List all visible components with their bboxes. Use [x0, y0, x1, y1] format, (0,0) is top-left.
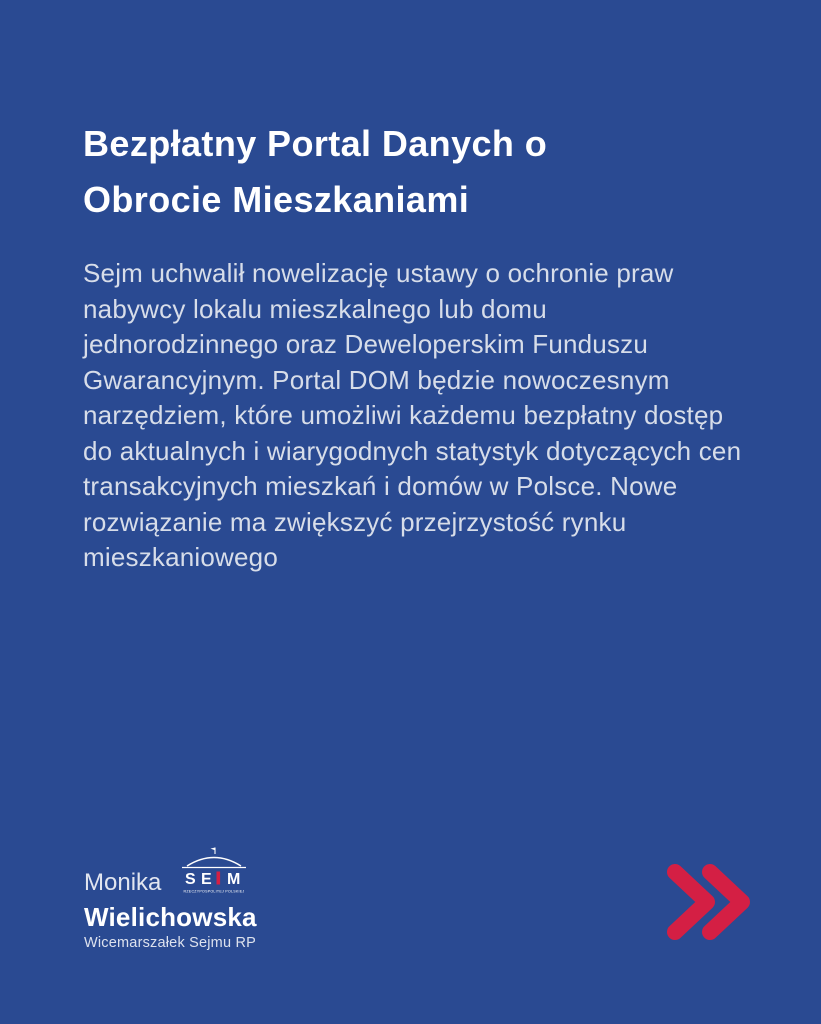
svg-text:S: S: [185, 870, 197, 888]
sejm-logo-icon: [177, 846, 251, 898]
page-title: Bezpłatny Portal Danych o Obrocie Mieszkaniami: [83, 123, 548, 220]
signature-role: Wicemarszałek Sejmu RP: [84, 934, 256, 951]
signature-block: [84, 846, 257, 951]
svg-text:RZECZYPOSPOLITEJ POLSKIEJ: RZECZYPOSPOLITEJ POLSKIEJ: [183, 889, 245, 893]
svg-text:M: M: [227, 870, 241, 888]
signature-first-name: Monika: [84, 868, 162, 896]
body-paragraph: Sejm uchwalił nowelizację ustawy o ochronie praw nabywcy lokalu mieszkalnego lub domu jednorodzinnego oraz Deweloperskim Funduszu Gwarancyjnym. Portal DOM będzie nowoczesnym narzędziem, które umożliwi każdemu bezpłatny dostęp do aktualnych i wiarygodnych statystyk dotyczących cen transakcyjnych mieszkań i domów w Polsce. Nowe rozwiązanie ma zwiększyć przejrzystość rynku mieszkaniowego: [83, 258, 742, 572]
sejm-logo-j-bar: [217, 871, 221, 884]
signature-last-name: Wielichowska: [84, 901, 257, 932]
svg-text:E: E: [201, 870, 213, 888]
double-chevron-right-icon[interactable]: [664, 862, 752, 942]
